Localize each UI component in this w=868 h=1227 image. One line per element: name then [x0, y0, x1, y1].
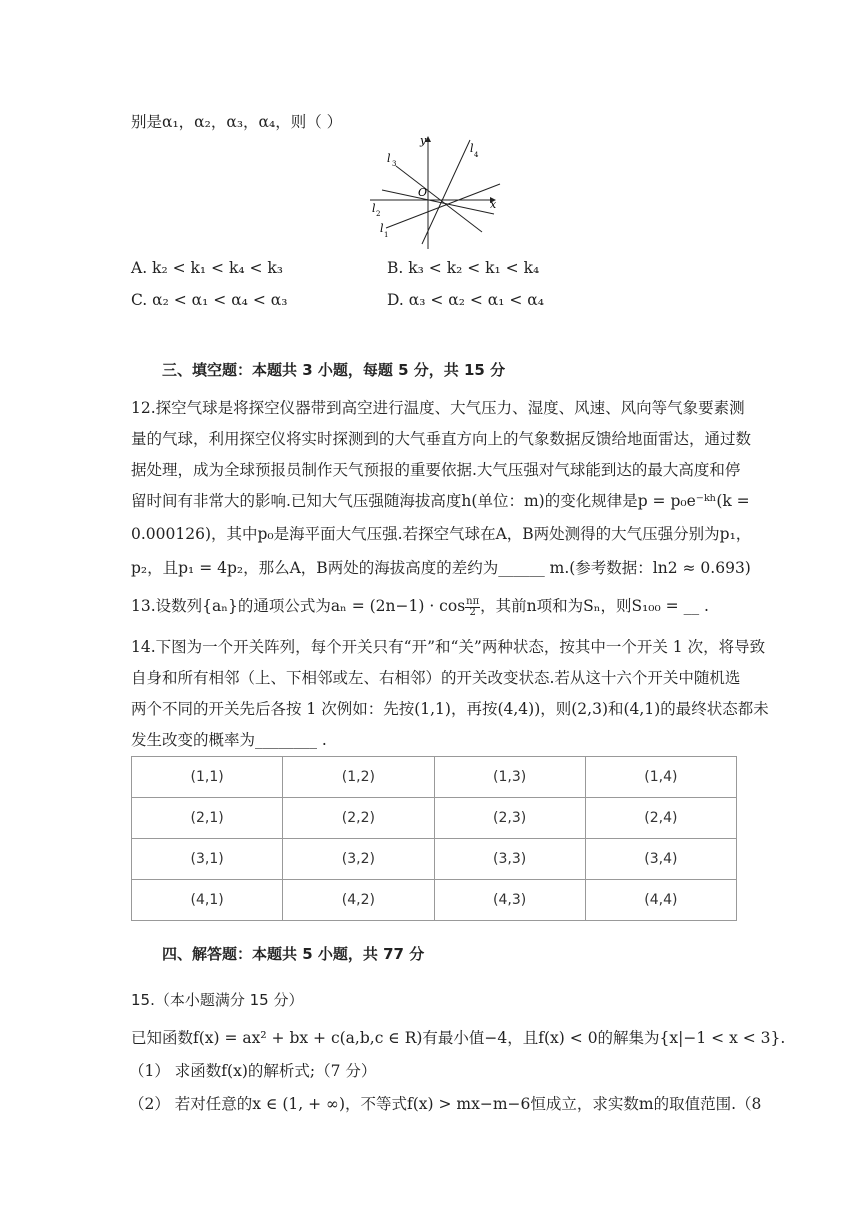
x-label: x [490, 198, 497, 211]
section-4-heading: 四、解答题：本题共 5 小题，共 77 分 [162, 945, 425, 963]
y-label: y [420, 134, 427, 147]
switch-array-table [131, 756, 737, 921]
q12-line-6: p₂，且p₁ = 4p₂，那么A，B两处的海拔高度的差约为______ m.(参考数据：ln2 ≈ 0.693) [131, 559, 751, 577]
q11-option-c: C. α₂ < α₁ < α₄ < α₃ [131, 291, 288, 309]
q14-line-3: 两个不同的开关先后各按 1 次例如：先按(1,1)，再按(4,4))，则(2,3)和(4,1)的最终状态都未 [131, 700, 769, 718]
q15-part-2: （2） 若对任意的x ∈ (1, + ∞)，不等式f(x) > mx−m−6恒成立，求实数m的取值范围.（8 [129, 1095, 762, 1113]
q13-suffix: ，其前n项和为Sₙ，则S₁₀₀ = __ . [480, 597, 709, 615]
table-cell: (2,4) [585, 798, 736, 839]
q13-fraction [465, 597, 480, 618]
q12-line-4: 留时间有非常大的影响.已知大气压强随海拔高度h(单位：m)的变化规律是p = p₀e⁻ᵏʰ(k = [131, 492, 750, 510]
l3-sub: 3 [392, 160, 397, 168]
q11-option-b: B. k₃ < k₂ < k₁ < k₄ [387, 259, 540, 277]
l1-sub: 1 [384, 231, 389, 239]
l1-label: l [380, 222, 384, 235]
table-row [132, 798, 737, 839]
table-cell: (4,1) [132, 880, 283, 921]
q13-frac-num: nπ [466, 595, 480, 607]
l4-label: l [470, 142, 474, 155]
q11-option-d: D. α₃ < α₂ < α₁ < α₄ [387, 291, 544, 309]
table-cell: (4,4) [585, 880, 736, 921]
q14-line-1: 14.下图为一个开关阵列，每个开关只有“开”和“关”两种状态，按其中一个开关 1 次，将导致 [131, 638, 766, 656]
table-cell: (2,2) [283, 798, 434, 839]
table-cell: (1,4) [585, 757, 736, 798]
q14-line-2: 自身和所有相邻（上、下相邻或左、右相邻）的开关改变状态.若从这十六个开关中随机选 [131, 669, 741, 687]
table-row [132, 757, 737, 798]
q15-stem: 已知函数f(x) = ax² + bx + c(a,b,c ∈ R)有最小值−4，且f(x) < 0的解集为{x|−1 < x < 3}. [131, 1029, 786, 1047]
table-cell: (4,3) [434, 880, 585, 921]
q11-lines-figure [362, 132, 504, 252]
q13-frac-den: 2 [469, 606, 476, 618]
l2-label: l [372, 202, 376, 215]
q15-title: 15.（本小题满分 15 分） [131, 991, 304, 1009]
q12-line-1: 12.探空气球是将探空仪器带到高空进行温度、大气压力、湿度、风速、风向等气象要素测 [131, 399, 745, 417]
line-l1 [386, 184, 500, 228]
table-row [132, 880, 737, 921]
l4-sub: 4 [474, 151, 479, 159]
l3-label: l [387, 152, 391, 165]
table-cell: (4,2) [283, 880, 434, 921]
q12-line-5: 0.000126)，其中p₀是海平面大气压强.若探空气球在A，B两处测得的大气压强分别为p₁， [131, 525, 752, 543]
table-cell: (1,1) [132, 757, 283, 798]
table-cell: (3,1) [132, 839, 283, 880]
table-cell: (2,1) [132, 798, 283, 839]
origin-label: O [418, 186, 428, 199]
table-cell: (1,3) [434, 757, 585, 798]
q12-line-2: 量的气球，利用探空仪将实时探测到的大气垂直方向上的气象数据反馈给地面雷达，通过数 [131, 430, 752, 448]
l2-sub: 2 [376, 210, 381, 218]
table-cell: (1,2) [283, 757, 434, 798]
q12-line-3: 据处理，成为全球预报员制作天气预报的重要依据.大气压强对气球能到达的最大高度和停 [131, 461, 741, 479]
q13-line [131, 595, 709, 618]
table-cell: (3,4) [585, 839, 736, 880]
line-l3 [396, 166, 482, 232]
section-3-heading: 三、填空题：本题共 3 小题，每题 5 分，共 15 分 [162, 361, 506, 379]
table-cell: (2,3) [434, 798, 585, 839]
q11-stem-tail: 别是α₁，α₂，α₃，α₄，则（ ） [131, 113, 343, 131]
table-row [132, 839, 737, 880]
table-cell: (3,3) [434, 839, 585, 880]
q14-line-4: 发生改变的概率为________ . [131, 731, 327, 749]
q11-option-a: A. k₂ < k₁ < k₄ < k₃ [131, 259, 283, 277]
table-cell: (3,2) [283, 839, 434, 880]
q15-part-1: （1） 求函数f(x)的解析式;（7 分） [129, 1062, 377, 1080]
q13-prefix: 13.设数列{aₙ}的通项公式为aₙ = (2n−1) · cos [131, 597, 466, 615]
